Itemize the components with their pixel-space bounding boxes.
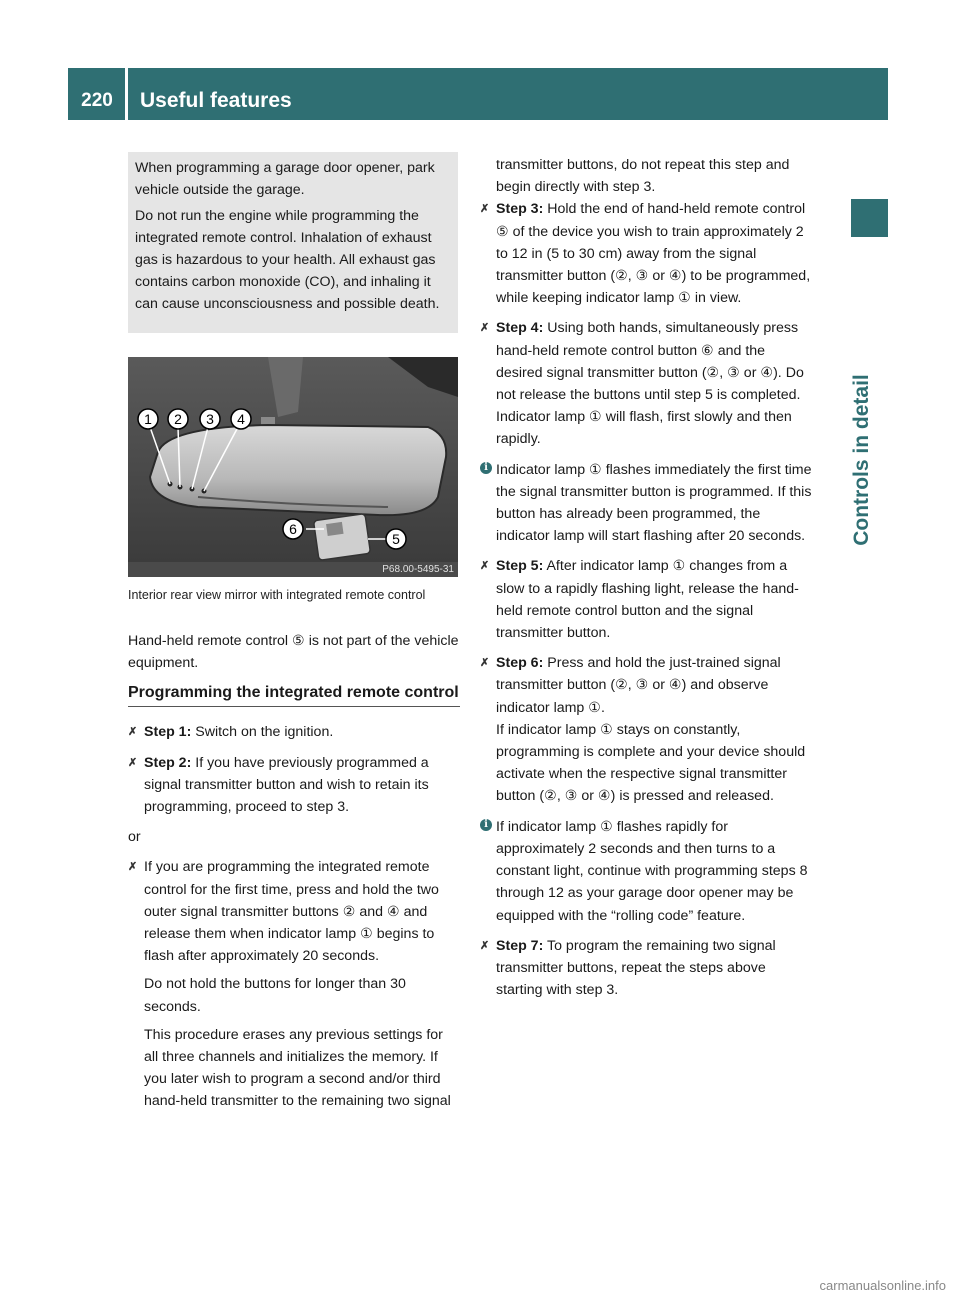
step-text: If you have previously programmed a signal transmitter button and wish to retain its programming, proceed to step 3. (144, 754, 429, 816)
bullet-arrow-icon: ✗ (480, 657, 490, 670)
warning-box (128, 152, 458, 333)
step-text: Press and hold the just-trained signal transmitter button (②, ③ or ④) and observe indicator lamp ①. (496, 655, 781, 716)
bullet-arrow-icon: ✗ (128, 861, 138, 874)
step-note: If indicator lamp ① stays on constantly, programming is complete and your device should activate when the respective signal transmitter button (②, ③ or ④) is pressed and released. (496, 721, 806, 805)
section-heading: Programming the integrated remote control (128, 682, 460, 707)
step-text: After indicator lamp ① changes from a slow to a rapidly flashing light, release the hand-held remote control button and the signal transmitter button. (496, 558, 799, 642)
step-text: To program the remaining two signal transmitter buttons, repeat the steps above starting with step 3. (496, 937, 776, 999)
info-note-1 (480, 459, 814, 548)
step-label: Step 4: (496, 320, 544, 337)
step-text: Hold the end of hand-held remote control ⑤ of the device you wish to train approximately 2 to 12 in (5 to 30 cm) away from the signal transmitter button (②, ③ or ④) to be programmed, while keeping indicator lamp ① in view. (496, 201, 811, 307)
bullet-arrow-icon: ✗ (480, 203, 490, 216)
step-2 (128, 752, 460, 819)
info-text: Indicator lamp ① flashes immediately the first time the signal transmitter button is programmed. If this button has already been programmed, the indicator lamp will start flashing after 20 seconds. (496, 461, 812, 545)
step-note: This procedure erases any previous settings for all three channels and initializes the memory. If you later wish to program a second and/or third hand-held transmitter to the remaining two signal (144, 1026, 451, 1110)
callout-4: 4 (237, 411, 245, 427)
left-column (128, 630, 460, 1121)
step-5 (480, 555, 814, 644)
side-tab-marker (851, 199, 888, 237)
step-label: Step 1: (144, 724, 192, 741)
step-2-alternative (128, 856, 460, 1112)
step-text: Switch on the ignition. (191, 724, 334, 741)
step-label: Step 5: (496, 558, 544, 575)
bullet-arrow-icon: ✗ (480, 322, 490, 335)
step-3 (480, 198, 814, 309)
info-icon: i (480, 462, 492, 474)
step-text: If you are programming the integrated remote control for the first time, press and hold the two outer signal transmitter buttons ② and ④ and release them when indicator lamp ① begins to flash after approximately 20 seconds. (144, 859, 439, 965)
step-4 (480, 317, 814, 450)
info-icon: i (480, 819, 492, 831)
header-divider (125, 68, 128, 120)
or-text: or (128, 829, 141, 846)
callout-6: 6 (289, 521, 297, 537)
step-label: Step 7: (496, 937, 544, 954)
warning-text-1: When programming a garage door opener, park vehicle outside the garage. (135, 160, 435, 198)
callout-5: 5 (392, 531, 400, 547)
figure-caption: Interior rear view mirror with integrated remote control (128, 588, 426, 602)
step-note: Indicator lamp ① will flash, first slowly and then rapidly. (496, 409, 792, 448)
section-title: Useful features (140, 89, 292, 112)
callout-2: 2 (174, 411, 182, 427)
bullet-arrow-icon: ✗ (480, 560, 490, 573)
step-text: Using both hands, simultaneously press hand-held remote control button ⑥ and the desired signal transmitter button (②, ③ or ④). Do not release the buttons until step 5 is completed. (496, 320, 804, 404)
watermark-text: carmanualsonline.info (819, 1278, 946, 1293)
step-6 (480, 652, 814, 807)
step-label: Step 6: (496, 655, 544, 672)
intro-paragraph: Hand-held remote control ⑤ is not part of the vehicle equipment. (128, 633, 459, 672)
right-column (480, 154, 814, 1009)
callout-3: 3 (206, 411, 214, 427)
bullet-arrow-icon: ✗ (480, 939, 490, 952)
warning-text-2: Do not run the engine while programming the integrated remote control. Inhalation of exhaust gas is hazardous to your health. All exhaust gas contains carbon monoxide (CO), and inhaling it can cause unconsciousness and possible death. (135, 208, 440, 312)
continued-text: transmitter buttons, do not repeat this step and begin directly with step 3. (496, 157, 790, 196)
step-label: Step 2: (144, 754, 192, 771)
step-1 (128, 721, 460, 743)
step-note: Do not hold the buttons for longer than 30 seconds. (144, 976, 406, 1015)
step-7 (480, 935, 814, 1002)
figure-code: P68.00-5495-31 (382, 564, 454, 575)
callout-1: 1 (144, 411, 152, 427)
info-text: If indicator lamp ① flashes rapidly for approximately 2 seconds and then turns to a constant light, continue with programming steps 8 through 12 as your garage door opener may be equipped with the “rolling code” feature. (496, 818, 808, 924)
side-tab-label: Controls in detail (850, 374, 873, 546)
page-number: 220 (81, 90, 113, 111)
step-label: Step 3: (496, 201, 544, 218)
mirror-figure (128, 357, 458, 577)
bullet-arrow-icon: ✗ (128, 726, 138, 739)
info-note-2 (480, 816, 814, 927)
bullet-arrow-icon: ✗ (128, 756, 138, 769)
